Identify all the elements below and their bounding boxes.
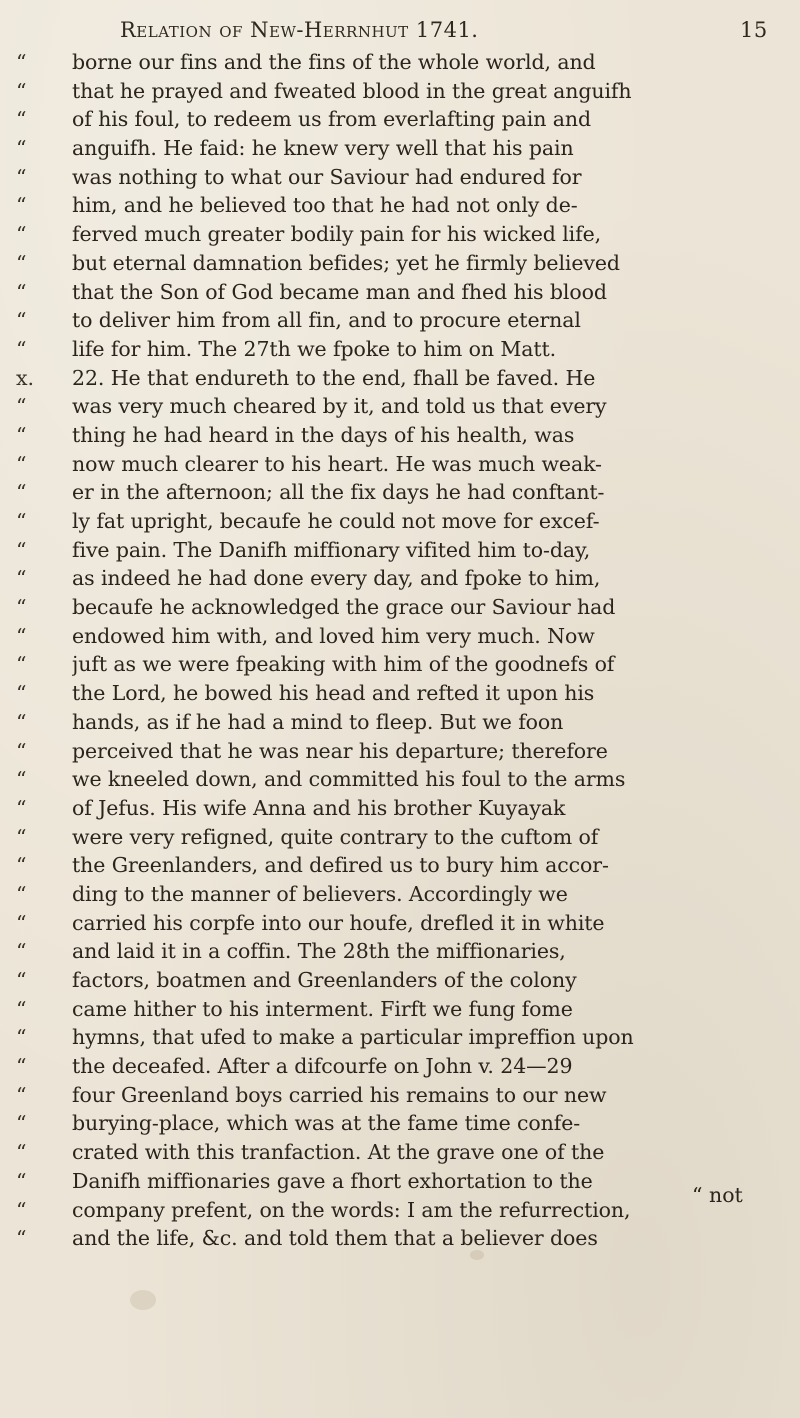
line-text: life for him. The 27th we fpoke to him on Matt. [72,336,557,361]
line-text: becaufe he acknowledged the grace our Saviour had [72,595,616,620]
text-line [0,995,800,1024]
line-text: that he prayed and fweated blood in the great anguifh [72,78,632,103]
quotation-mark: “ [16,738,27,763]
text-line [0,564,800,593]
body-text [0,48,800,1253]
text-line [0,507,800,536]
line-text: we kneeled down, and committed his foul to the arms [72,767,626,792]
line-text: of Jefus. His wife Anna and his brother Kuyayak [72,795,566,820]
text-line [0,134,800,163]
quotation-mark: “ [16,1197,27,1222]
line-text: perceived that he was near his departure; therefore [72,738,608,763]
quotation-mark: “ [16,1025,27,1050]
text-line [0,794,800,823]
text-line [0,1023,800,1052]
text-line [0,1109,800,1138]
quotation-mark: “ [16,1082,27,1107]
text-line [0,48,800,77]
line-text: to deliver him from all fin, and to procure eternal [72,308,581,333]
quotation-mark: “ [16,881,27,906]
text-line [0,708,800,737]
quotation-mark: “ [16,308,27,333]
line-text: Danifh miffionaries gave a fhort exhortation to the [72,1168,593,1193]
running-header [0,18,800,48]
text-line [0,851,800,880]
text-line [0,105,800,134]
text-line [0,1138,800,1167]
text-line [0,679,800,708]
text-line [0,1196,800,1225]
text-line [0,1224,800,1253]
line-text: him, and he believed too that he had not only de- [72,193,578,218]
text-line [0,593,800,622]
line-text: as indeed he had done every day, and fpoke to him, [72,566,601,591]
quotation-mark: “ [16,509,27,533]
line-text: hymns, that ufed to make a particular impreffion upon [72,1025,634,1050]
line-text: ferved much greater bodily pain for his wicked life, [72,222,602,247]
quotation-mark: “ [16,50,27,74]
quotation-mark: “ [16,480,27,505]
line-text: five pain. The Danifh miffionary vifited him to-day, [72,537,591,562]
line-text: thing he had heard in the days of his health, was [72,422,575,447]
quotation-mark: “ [16,709,27,734]
line-text: juft as we were fpeaking with him of the goodnefs of [72,652,615,677]
line-text: 22. He that endureth to the end, fhall be faved. He [72,365,596,390]
quotation-mark: “ [16,451,27,476]
text-line [0,1081,800,1110]
line-text: and the life, &c. and told them that a believer does [72,1226,598,1251]
line-text: ly fat upright, becaufe he could not move for excef- [72,509,600,533]
quotation-mark: “ [16,996,27,1021]
quotation-mark: “ [16,1054,27,1079]
line-text: now much clearer to his heart. He was much weak- [72,451,602,476]
text-line [0,249,800,278]
text-line [0,191,800,220]
quotation-mark: “ [16,795,27,820]
quotation-mark: “ [16,566,27,591]
quotation-mark: “ [16,78,27,103]
quotation-mark: “ [16,1140,27,1165]
quotation-mark: “ [16,939,27,964]
line-text: but eternal damnation befides; yet he firmly believed [72,250,620,275]
quotation-mark: “ [16,422,27,447]
quotation-mark: “ [16,1168,27,1193]
quotation-mark: “ [16,222,27,247]
line-text: endowed him with, and loved him very much. Now [72,623,595,648]
text-line [0,622,800,651]
quotation-mark: “ [16,824,27,849]
line-text: er in the afternoon; all the fix days he had conftant- [72,480,605,505]
text-line [0,536,800,565]
text-line [0,650,800,679]
line-text: ding to the manner of believers. Accordingly we [72,881,568,906]
page-number: 15 [740,18,768,42]
text-line [0,335,800,364]
quotation-mark: “ [16,767,27,792]
line-text: factors, boatmen and Greenlanders of the colony [72,968,577,992]
quotation-mark: x. [16,365,35,390]
quotation-mark: “ [16,279,27,304]
line-text: crated with this tranfaction. At the grave one of the [72,1140,605,1165]
text-line [0,880,800,909]
catchword: “ not [692,1183,743,1207]
line-text: four Greenland boys carried his remains to our new [72,1082,607,1107]
quotation-mark: “ [16,968,27,992]
line-text: borne our fins and the fins of the whole world, and [72,50,596,74]
text-line [0,163,800,192]
quotation-mark: “ [16,250,27,275]
quotation-mark: “ [16,136,27,161]
line-text: that the Son of God became man and fhed his blood [72,279,607,304]
text-line [0,937,800,966]
text-line [0,278,800,307]
quotation-mark: “ [16,193,27,218]
line-text: hands, as if he had a mind to fleep. But we foon [72,709,564,734]
line-text: anguifh. He faid: he knew very well that his pain [72,136,574,161]
quotation-mark: “ [16,1111,27,1136]
line-text: the Greenlanders, and defired us to bury him accor- [72,853,609,878]
text-line [0,1052,800,1081]
quotation-mark: “ [16,537,27,562]
quotation-mark: “ [16,652,27,677]
text-line [0,737,800,766]
line-text: were very refigned, quite contrary to the cuftom of [72,824,599,849]
line-text: burying-place, which was at the fame time confe- [72,1111,581,1136]
line-text: and laid it in a coffin. The 28th the miffionaries, [72,939,566,964]
text-line [0,765,800,794]
text-line [0,450,800,479]
text-line [0,478,800,507]
quotation-mark: “ [16,910,27,935]
text-line [0,909,800,938]
text-line [0,966,800,995]
line-text: the deceafed. After a difcourfe on John v. 24—29 [72,1054,573,1079]
text-line [0,823,800,852]
line-text: of his foul, to redeem us from everlafting pain and [72,107,591,132]
quotation-mark: “ [16,853,27,878]
quotation-mark: “ [16,1226,27,1251]
line-text: the Lord, he bowed his head and refted it upon his [72,681,595,706]
line-text: company prefent, on the words: I am the refurrection, [72,1197,631,1222]
quotation-mark: “ [16,623,27,648]
text-line [0,220,800,249]
paper-stain [130,1290,156,1310]
running-title: Relation of New-Herrnhut 1741. [120,18,479,42]
text-line [0,306,800,335]
line-text: was nothing to what our Saviour had endured for [72,164,582,189]
text-line [0,364,800,393]
quotation-mark: “ [16,394,27,419]
text-line [0,77,800,106]
text-line [0,392,800,421]
quotation-mark: “ [16,164,27,189]
quotation-mark: “ [16,107,27,132]
quotation-mark: “ [16,681,27,706]
line-text: came hither to his interment. Firft we fung fome [72,996,573,1021]
text-line [0,421,800,450]
quotation-mark: “ [16,595,27,620]
line-text: carried his corpfe into our houfe, drefled it in white [72,910,605,935]
text-line [0,1167,800,1196]
line-text: was very much cheared by it, and told us that every [72,394,607,419]
quotation-mark: “ [16,336,27,361]
